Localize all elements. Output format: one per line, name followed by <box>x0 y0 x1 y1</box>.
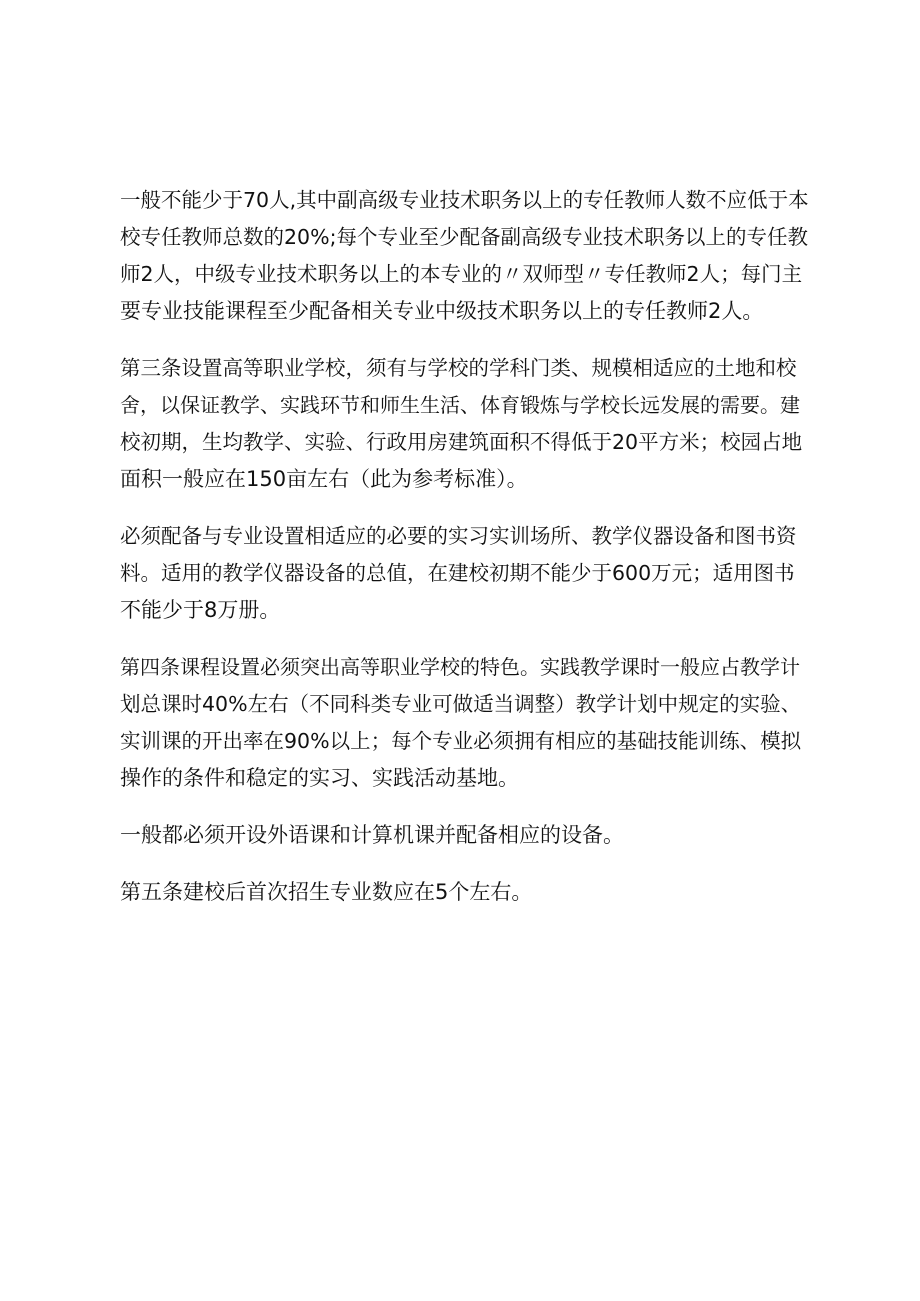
text-line: 不能少于8万册。 <box>120 598 281 622</box>
text-line: 要专业技能课程至少配备相关专业中级技术职务以上的专任教师2人。 <box>120 299 764 323</box>
text-line: 实训课的开出率在90%以上；每个专业必须拥有相应的基础技能训练、模拟 <box>120 729 802 753</box>
text-line: 校初期，生均教学、实验、行政用房建筑面积不得低于20平方米；校园占地 <box>120 430 803 454</box>
text-line: 第三条设置高等职业学校，须有与学校的学科门类、规模相适应的土地和校 <box>120 356 797 380</box>
document-body <box>120 182 810 931</box>
text-line: 第四条课程设置必须突出高等职业学校的特色。实践教学课时一般应占教学计 <box>120 655 800 679</box>
text-line: 面积一般应在150亩左右（此为参考标准）。 <box>120 467 528 491</box>
paragraph-equipment <box>120 518 810 629</box>
text-line: 一般都必须开设外语课和计算机课并配备相应的设备。 <box>120 823 624 847</box>
text-line: 一般不能少于70人,其中副高级专业技术职务以上的专任教师人数不应低于本 <box>120 188 809 212</box>
paragraph-teacher-requirements <box>120 182 810 330</box>
text-line: 料。适用的教学仪器设备的总值，在建校初期不能少于600万元；适用图书 <box>120 561 795 585</box>
paragraph-language-computer <box>120 817 810 854</box>
text-line: 校专任教师总数的20%;每个专业至少配备副高级专业技术职务以上的专任教 <box>120 225 808 249</box>
text-line: 师2人，中级专业技术职务以上的本专业的〃双师型〃专任教师2人；每门主 <box>120 262 803 286</box>
text-line: 操作的条件和稳定的实习、实践活动基地。 <box>120 766 519 790</box>
text-line: 舍，以保证教学、实践环节和师生生活、体育锻炼与学校长远发展的需要。建 <box>120 393 800 417</box>
text-line: 第五条建校后首次招生专业数应在5个左右。 <box>120 880 533 904</box>
paragraph-article-3 <box>120 350 810 498</box>
text-line: 必须配备与专业设置相适应的必要的实习实训场所、教学仪器设备和图书资 <box>120 524 797 548</box>
paragraph-article-4 <box>120 649 810 797</box>
text-line: 划总课时40%左右（不同科类专业可做适当调整）教学计划中规定的实验、 <box>120 692 802 716</box>
paragraph-article-5 <box>120 874 810 911</box>
